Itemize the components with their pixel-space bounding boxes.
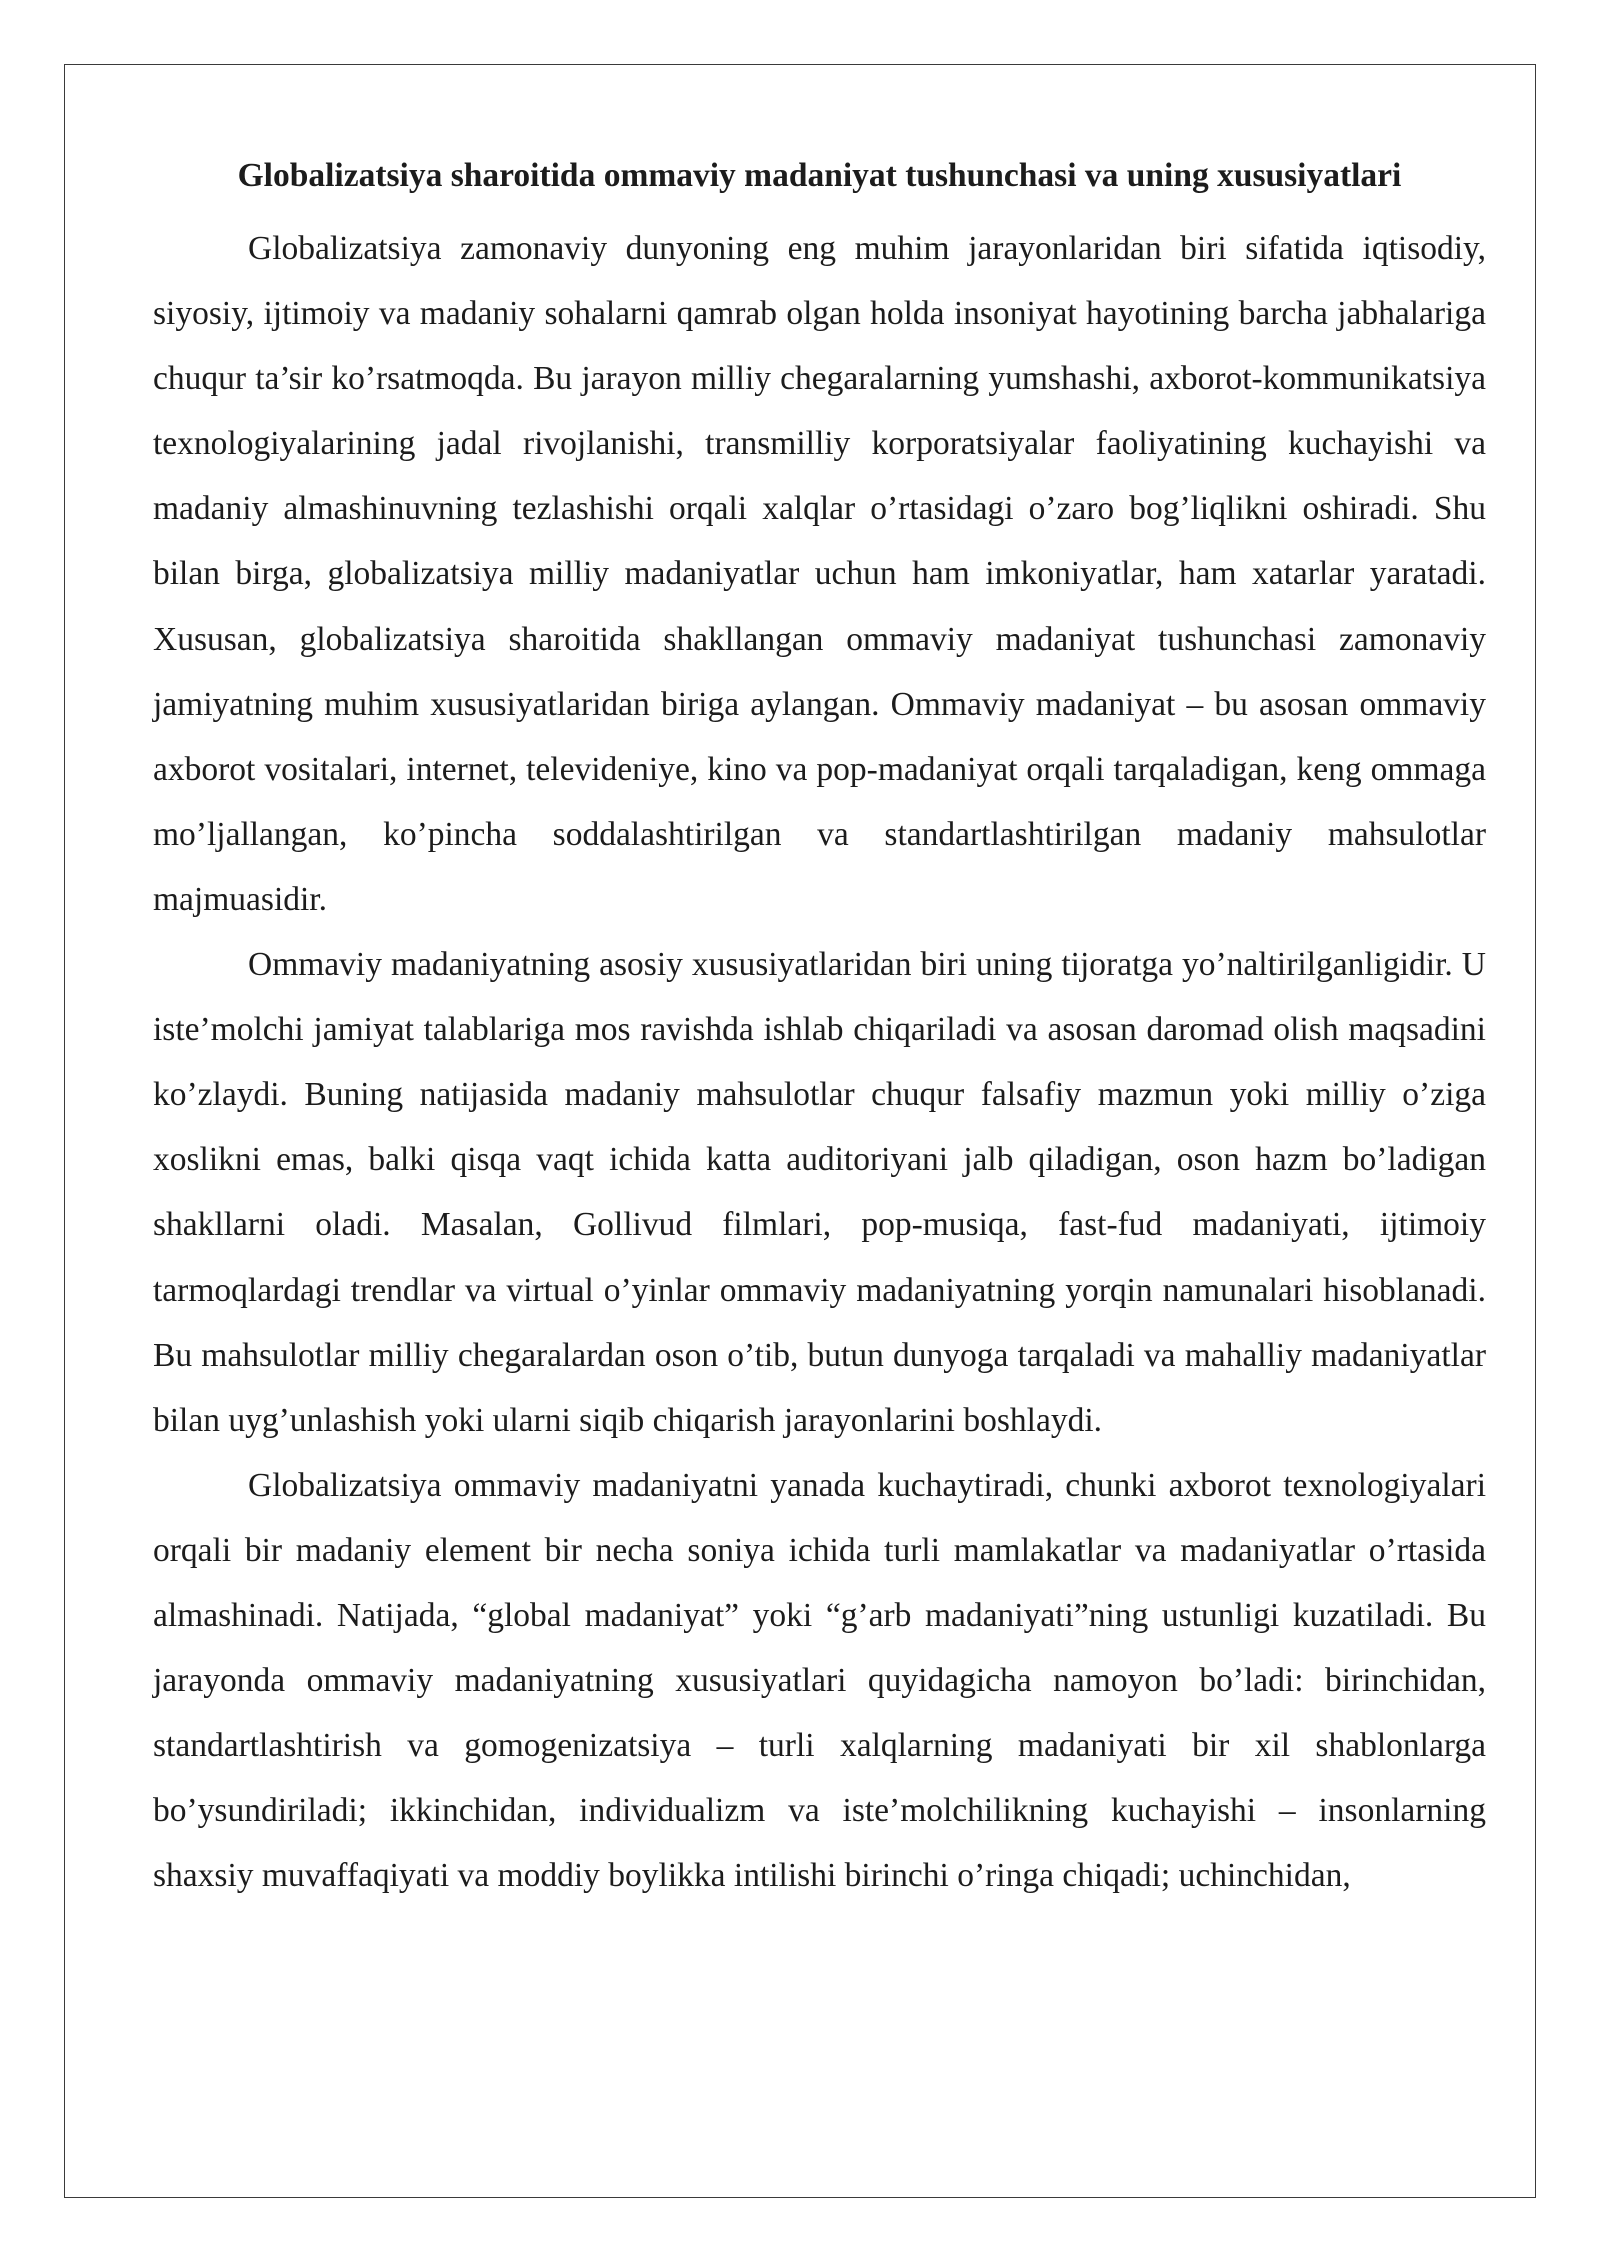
paragraph-3: Globalizatsiya ommaviy madaniyatni yanada kuchaytiradi, chunki axborot texnologiyalari orqali bir madaniy element bir necha soniya ichida turli mamlakatlar va madaniyatlar o’rtasida almashinadi. Natijada, “global madaniyat” yoki “g’arb madaniyati”ning ustunligi kuzatiladi. Bu jarayonda ommaviy madaniyatning xususiyatlari quyidagicha namoyon bo’ladi: birinchidan, standartlashtirish va gomogenizatsiya – turli xalqlarning madaniyati bir xil shablonlarga bo’ysundiriladi; ikkinchidan, individualizm va iste’molchilikning kuchayishi – insonlarning shaxsiy muvaffaqiyati va moddiy boylikka intilishi birinchi o’ringa chiqadi; uchinchidan, [153, 1466, 1486, 1895]
document-body [153, 136, 1486, 1908]
paragraph-1: Globalizatsiya zamonaviy dunyoning eng muhim jarayonlaridan biri sifatida iqtisodiy, siyosiy, ijtimoiy va madaniy sohalarni qamrab olgan holda insoniyat hayotining barcha jabhalariga chuqur ta’sir ko’rsatmoqda. Bu jarayon milliy chegaralarning yumshashi, axborot-kommunikatsiya texnologiyalarining jadal rivojlanishi, transmilliy korporatsiyalar faoliyatining kuchayishi va madaniy almashinuvning tezlashishi orqali xalqlar o’rtasidagi o’zaro bog’liqlikni oshiradi. Shu bilan birga, globalizatsiya milliy madaniyatlar uchun ham imkoniyatlar, ham xatarlar yaratadi. Xususan, globalizatsiya sharoitida shakllangan ommaviy madaniyat tushunchasi zamonaviy jamiyatning muhim xususiyatlaridan biriga aylangan. Ommaviy madaniyat – bu asosan ommaviy axborot vositalari, internet, televideniye, kino va pop-madaniyat orqali tarqaladigan, keng ommaga mo’ljallangan, ko’pincha soddalashtirilgan va standartlashtirilgan madaniy mahsulotlar majmuasidir. [153, 230, 1486, 918]
document-title: Globalizatsiya sharoitida ommaviy madaniyat tushunchasi va uning xususiyatlari [237, 157, 1402, 194]
paragraph-2: Ommaviy madaniyatning asosiy xususiyatlaridan biri uning tijoratga yo’naltirilganligidir. U iste’molchi jamiyat talablariga mos ravishda ishlab chiqariladi va asosan daromad olish maqsadini ko’zlaydi. Buning natijasida madaniy mahsulotlar chuqur falsafiy mazmun yoki milliy o’ziga xoslikni emas, balki qisqa vaqt ichida katta auditoriyani jalb qiladigan, oson hazm bo’ladigan shakllarni oladi. Masalan, Gollivud filmlari, pop-musiqa, fast-fud madaniyati, ijtimoiy tarmoqlardagi trendlar va virtual o’yinlar ommaviy madaniyatning yorqin namunalari hisoblanadi. Bu mahsulotlar milliy chegaralardan oson o’tib, butun dunyoga tarqaladi va mahalliy madaniyatlar bilan uyg’unlashish yoki ularni siqib chiqarish jarayonlarini boshlaydi. [153, 946, 1486, 1439]
